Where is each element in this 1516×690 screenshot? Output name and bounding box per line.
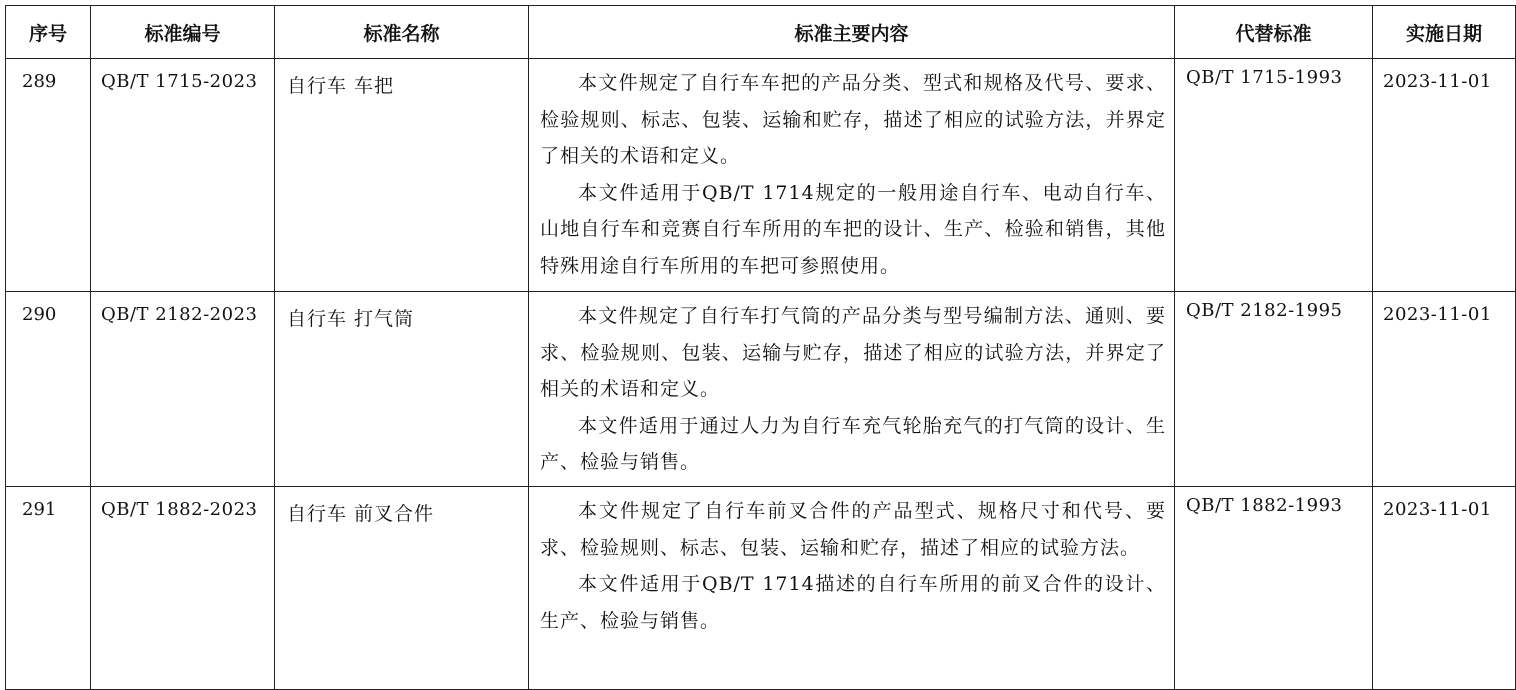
header-replaces: 代替标准 (1175, 6, 1373, 59)
replaced-standard: QB/T 1715-1993 (1175, 59, 1373, 292)
standard-name: 自行车 前叉合件 (275, 487, 529, 690)
content-paragraph: 本文件适用于QB/T 1714描述的自行车所用的前叉合件的设计、生产、检验与销售。 (540, 573, 1166, 632)
header-date: 实施日期 (1373, 6, 1516, 59)
header-row (6, 6, 1516, 59)
replaced-standard: QB/T 2182-1995 (1175, 292, 1373, 487)
standard-content (529, 487, 1175, 690)
content-paragraph: 本文件规定了自行车车把的产品分类、型式和规格及代号、要求、检验规则、标志、包装、运输和贮存，描述了相应的试验方法，并界定了相关的术语和定义。 (540, 72, 1166, 167)
standard-code: QB/T 1882-2023 (91, 487, 275, 690)
content-paragraph: 本文件适用于QB/T 1714规定的一般用途自行车、电动自行车、山地自行车和竞赛自行车所用的车把的设计、生产、检验和销售，其他特殊用途自行车所用的车把可参照使用。 (540, 181, 1166, 277)
standard-name: 自行车 打气筒 (275, 292, 529, 487)
content-paragraph: 本文件适用于通过人力为自行车充气轮胎充气的打气筒的设计、生产、检验与销售。 (540, 414, 1166, 473)
table-row (6, 59, 1516, 292)
content-paragraph: 本文件规定了自行车前叉合件的产品型式、规格尺寸和代号、要求、检验规则、标志、包装、运输和贮存，描述了相应的试验方法。 (540, 500, 1166, 559)
header-num: 序号 (6, 6, 91, 59)
standards-table (5, 5, 1516, 690)
replaced-standard: QB/T 1882-1993 (1175, 487, 1373, 690)
effective-date: 2023-11-01 (1373, 292, 1516, 487)
standard-code: QB/T 1715-2023 (91, 59, 275, 292)
table-row (6, 292, 1516, 487)
row-number: 290 (6, 292, 91, 487)
header-content: 标准主要内容 (529, 6, 1175, 59)
effective-date: 2023-11-01 (1373, 59, 1516, 292)
header-code: 标准编号 (91, 6, 275, 59)
row-number: 291 (6, 487, 91, 690)
content-paragraph: 本文件规定了自行车打气筒的产品分类与型号编制方法、通则、要求、检验规则、包装、运输与贮存，描述了相应的试验方法，并界定了相关的术语和定义。 (540, 305, 1166, 400)
effective-date: 2023-11-01 (1373, 487, 1516, 690)
table-row (6, 487, 1516, 690)
standard-code: QB/T 2182-2023 (91, 292, 275, 487)
standard-content (529, 59, 1175, 292)
standard-content (529, 292, 1175, 487)
standard-name: 自行车 车把 (275, 59, 529, 292)
header-name: 标准名称 (275, 6, 529, 59)
row-number: 289 (6, 59, 91, 292)
